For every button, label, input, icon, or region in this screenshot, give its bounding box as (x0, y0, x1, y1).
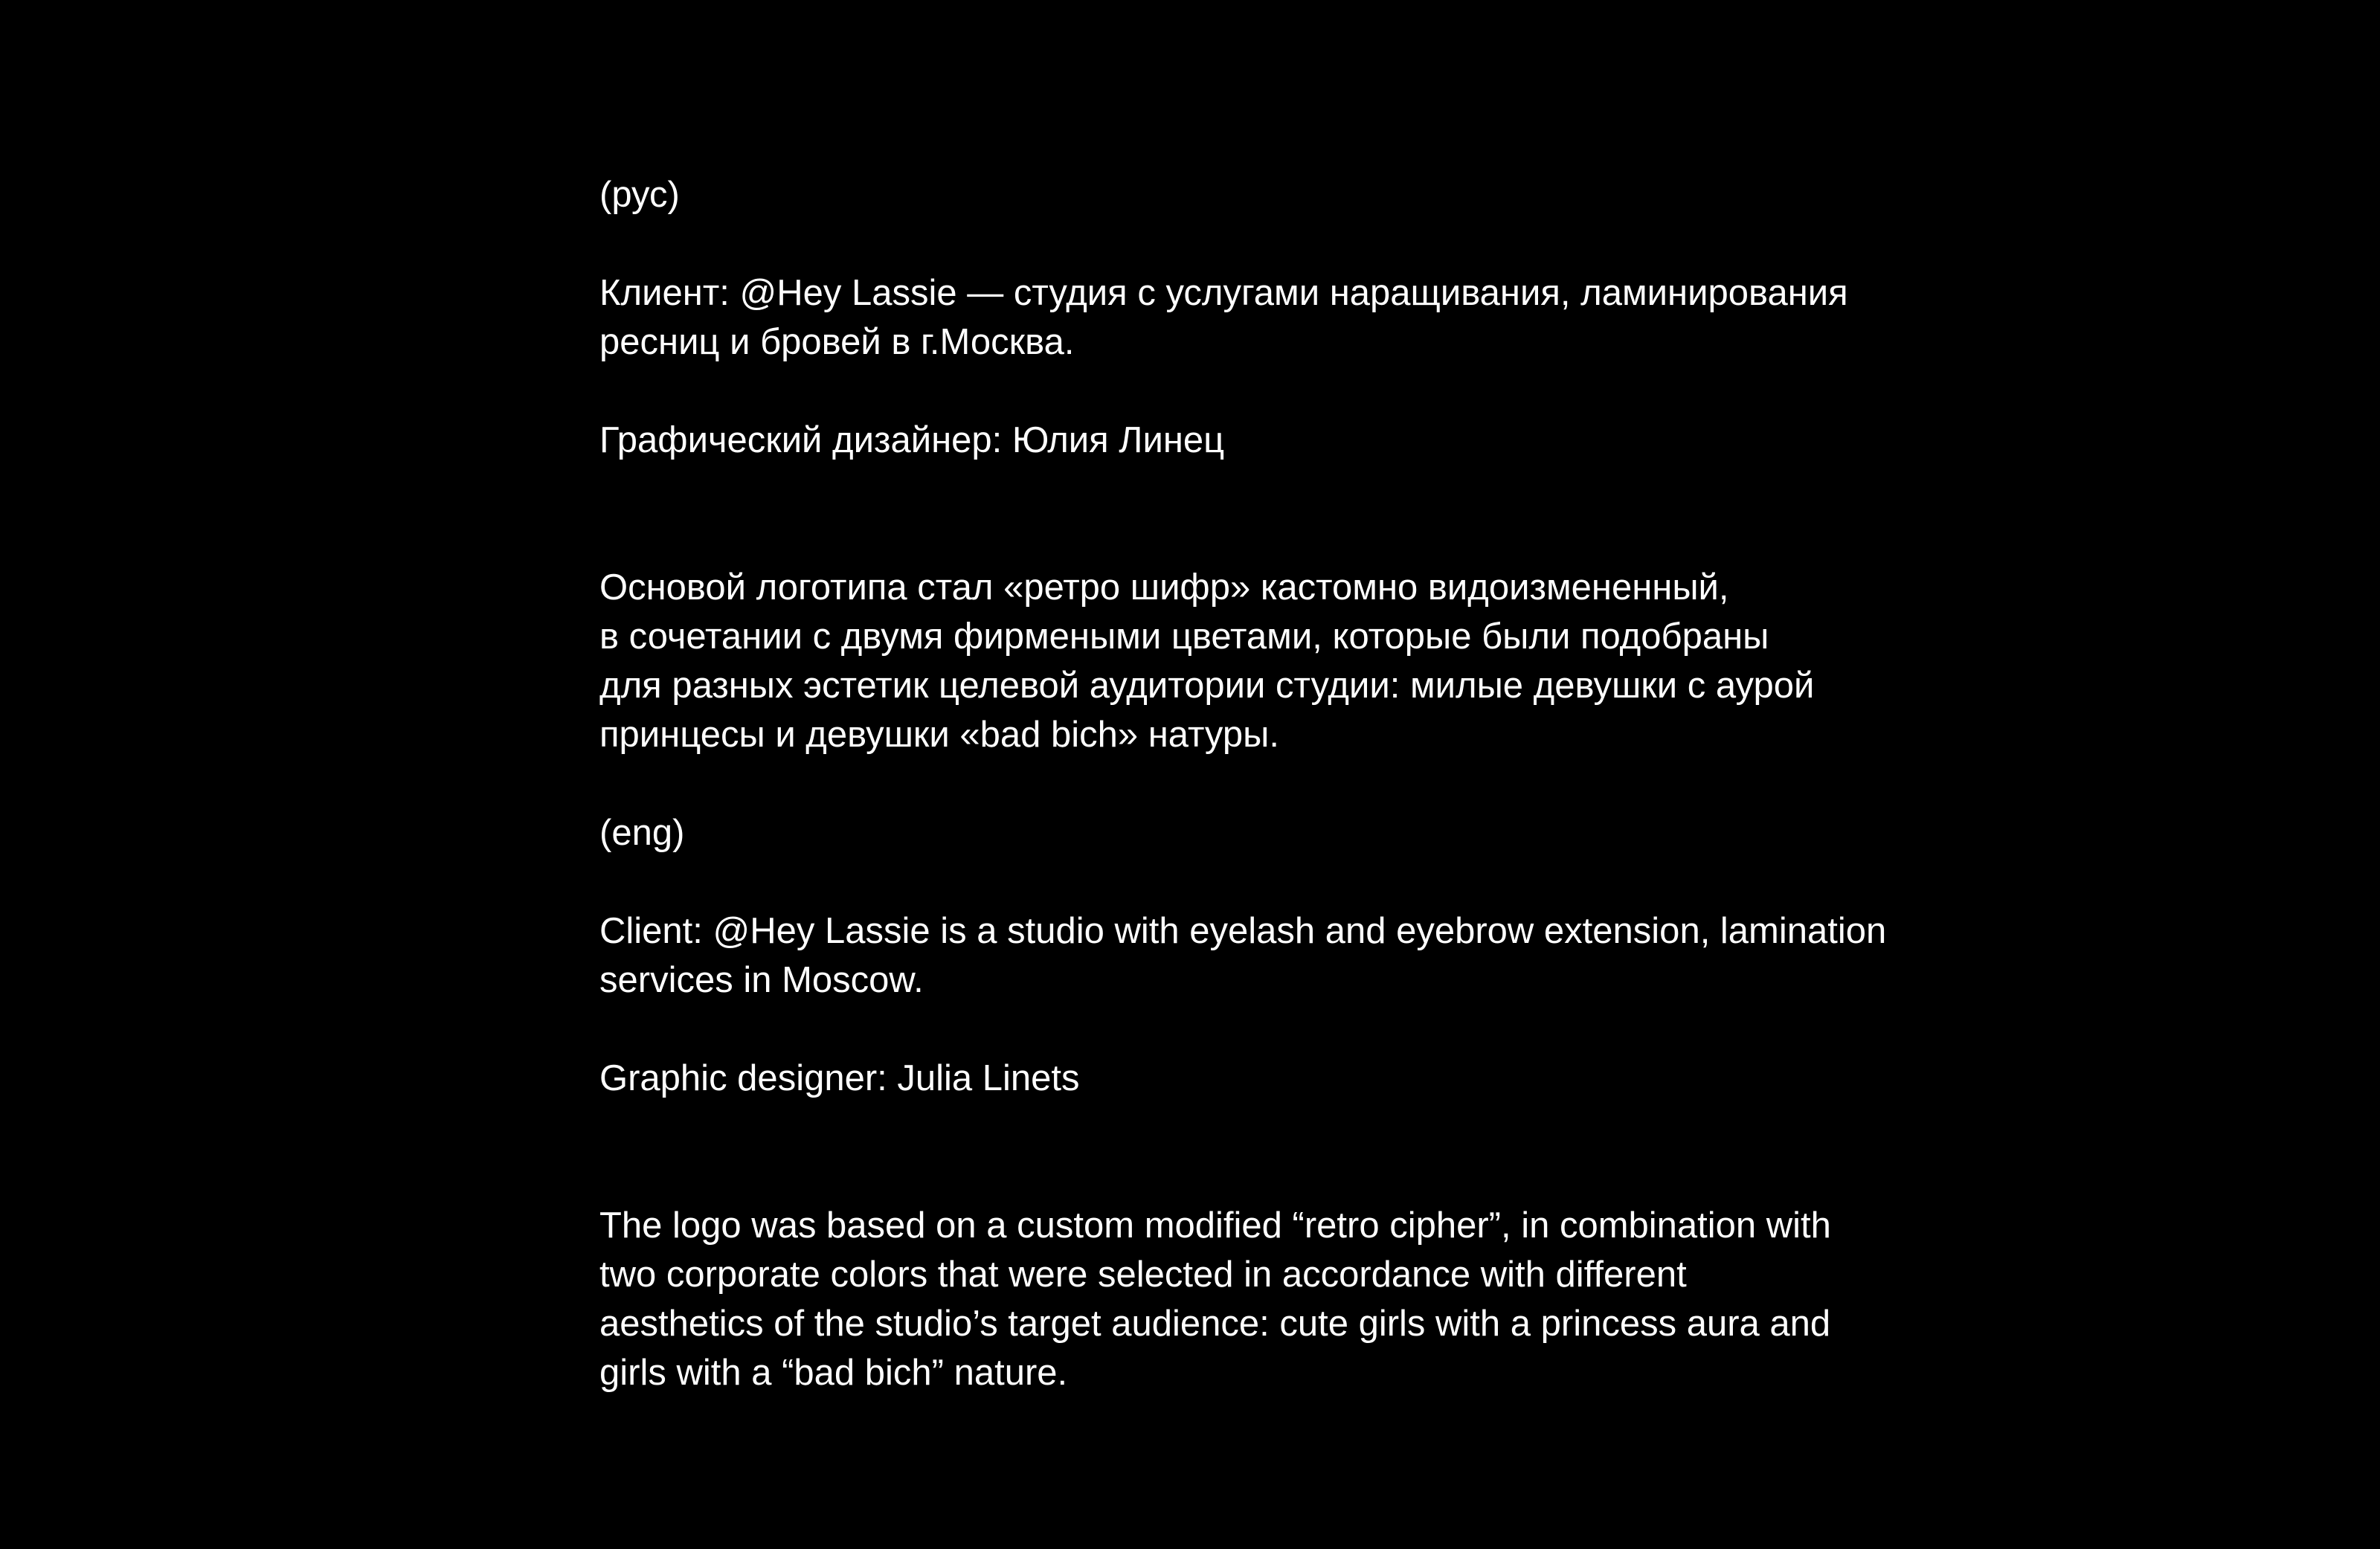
russian-designer-credit: Графический дизайнер: Юлия Линец (599, 420, 1225, 460)
english-language-label: (eng) (599, 813, 685, 853)
description-text-column (599, 170, 1887, 1397)
english-logo-description (599, 1201, 1879, 1397)
russian-description-line: Основой логотипа стал «ретро шифр» кастомно видоизмененный, (599, 567, 1729, 608)
russian-description-line: для разных эстетик целевой аудитории студии: милые девушки с аурой (599, 666, 1815, 706)
english-client-line: Client: @Hey Lassie is a studio with eyelash and eyebrow extension, lamination (599, 911, 1887, 951)
english-description-line: two corporate colors that were selected in accordance with different (599, 1255, 1687, 1295)
russian-language-label: (рус) (599, 175, 680, 215)
english-designer-credit: Graphic designer: Julia Linets (599, 1058, 1080, 1098)
english-client-line: services in Moscow. (599, 960, 924, 1000)
russian-client-line: ресниц и бровей в г.Москва. (599, 322, 1075, 362)
russian-description-line: в сочетании с двумя фирмеными цветами, которые были подобраны (599, 616, 1769, 657)
english-description-line: aesthetics of the studio’s target audience: cute girls with a princess aura and (599, 1304, 1831, 1344)
russian-logo-description (599, 563, 1879, 759)
english-description-line: girls with a “bad bich” nature. (599, 1353, 1068, 1393)
russian-client-line: Клиент: @Hey Lassie — студия с услугами наращивания, ламинирования (599, 273, 1848, 313)
russian-description-line: принцесы и девушки «bad bich» натуры. (599, 715, 1279, 755)
english-description-line: The logo was based on a custom modified “retro cipher”, in combination with (599, 1205, 1831, 1246)
russian-client-block (599, 268, 1879, 367)
english-client-block (599, 906, 1887, 1005)
